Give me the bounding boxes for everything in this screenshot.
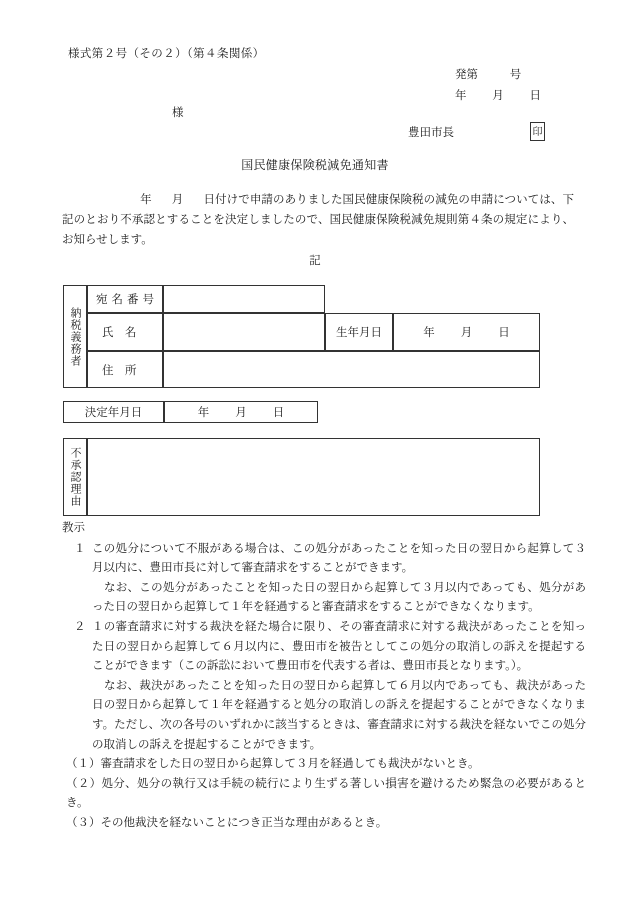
field-birthdate[interactable] [393,313,540,351]
instructions-heading: 教示 [62,522,85,534]
addressee-honorific: 様 [172,107,184,119]
label-name [87,313,163,351]
instruction-item-1-text: この処分について不服がある場合は、この処分があったことを知った日の翌日から起算して３月以内に、豊田市長に対して審査請求をすることができます。 [92,542,586,575]
document-number-line [455,66,521,82]
seal-stamp-icon: 印 [530,122,545,141]
field-address-number[interactable] [163,285,325,313]
instruction-note-2: なお、裁決があったことを知った日の翌日から起算して６月以内であっても、裁決があった日の翌日から起算して１年を経過すると処分の取消しの訴えを提起することができなくなります。ただし、次の各号のいずれかに該当するときは、審査請求に対する裁決を経ないでこの処分の取消しの訴えを提起することができます。 [92,679,586,751]
birthdate-month: 月 [460,327,473,339]
label-rejection-reason: 不承認理由 [63,438,87,516]
document-date-day: 日 [529,90,541,102]
decision-date-year: 年 [197,407,210,419]
instruction-clause-2: （２）処分、処分の執行又は手続の続行により生ずる著しい損害を避けるため緊急の必要があるとき。 [66,777,586,810]
field-decision-date[interactable] [164,401,318,423]
document-date-year: 年 [455,90,467,102]
field-rejection-reason[interactable] [87,438,540,516]
label-name-text: 氏 名 [102,327,137,339]
taxpayer-side-label: 納税義務者 [63,285,87,388]
label-birthdate: 生年月日 [325,313,393,351]
issuer-name: 豊田市長 [408,127,454,139]
body-year: 年 [140,194,152,206]
label-decision-date: 決定年月日 [63,401,164,423]
taxpayer-table [63,285,540,388]
instruction-note-1: なお、この処分があったことを知った日の翌日から起算して３月以内であっても、処分があった日の翌日から起算して１年を経過すると審査請求をすることができなくなります。 [92,581,586,614]
label-address [87,351,163,388]
instruction-item-2 [62,618,586,677]
document-number-label: 発第 [455,69,478,81]
document-number-suffix: 号 [509,69,522,81]
field-address[interactable] [163,351,540,388]
instruction-clause-1: （１）審査請求をした日の翌日から起算して３月を経過しても裁決がないとき。 [66,758,480,771]
instruction-item-1 [62,540,586,579]
body-line1: 日付けで申請のありました国民健康保険税の減免の申請については、下記のと [62,194,575,226]
body-line3: ます。 [119,234,153,246]
field-name[interactable] [163,313,325,351]
issuer-block [408,122,568,144]
birthdate-day: 日 [498,327,510,339]
body-paragraph [62,190,574,250]
body-line2: おり不承認とすることを決定しましたので、国民健康保険税減免規則第４条の規定により、お知らせし [62,214,575,246]
label-address-number: 宛名番号 [87,285,163,313]
decision-date-table [63,401,318,423]
page-title: 国民健康保険税減免通知書 [241,158,389,172]
label-address-text: 住 所 [102,364,137,377]
reason-table [63,438,540,516]
instructions-section [62,519,586,834]
decision-date-day: 日 [272,407,285,419]
body-month: 月 [171,194,184,206]
instruction-item-2-text: １の審査請求に対する裁決を経た場合に限り、その審査請求に対する裁決があったことを知った日の翌日から起算して６月以内に、豊田市を被告としてこの処分の取消しの訴えを提起することができます（この訴訟において豊田市を代表する者は、豊田市長となります。）。 [92,620,586,673]
ki-marker: 記 [309,255,321,267]
decision-date-month: 月 [235,407,247,419]
document-date-month: 月 [492,90,504,102]
instruction-clause-3: （３）その他裁決を経ないことにつき正当な理由があるとき。 [66,816,388,829]
form-number: 様式第２号（その２）（第４条関係） [68,48,265,60]
document-date-line [455,87,541,103]
instruction-item-1-number: １ [74,542,86,555]
instruction-item-2-number: ２ [74,620,86,633]
birthdate-year: 年 [423,327,435,339]
